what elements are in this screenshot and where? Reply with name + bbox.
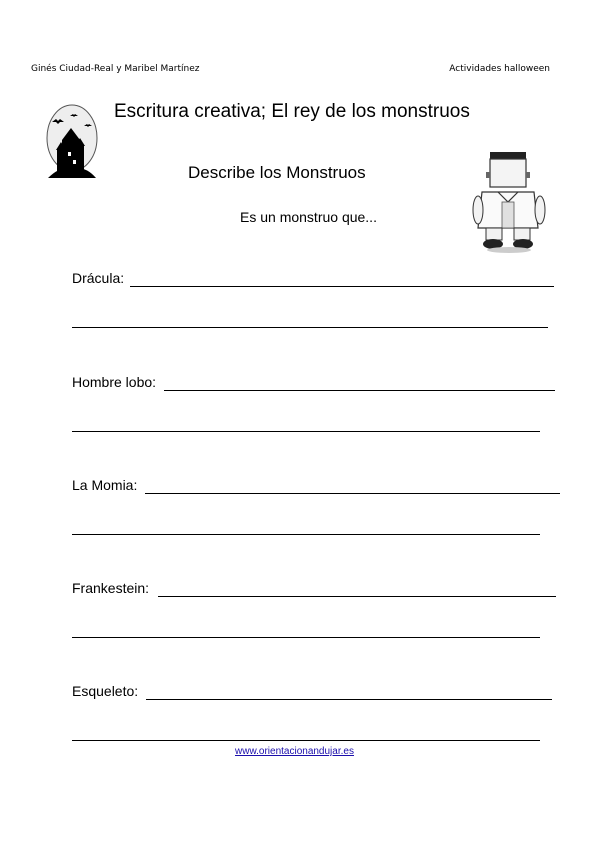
answer-line[interactable] <box>158 596 556 597</box>
footer-website-link[interactable]: www.orientacionandujar.es <box>235 746 354 757</box>
answer-line[interactable] <box>164 390 555 391</box>
entry-label-dracula: Drácula: <box>72 270 125 286</box>
page-title: Escritura creativa; El rey de los monstruos <box>114 101 470 122</box>
entry-label-esqueleto: Esqueleto: <box>72 683 139 699</box>
answer-line[interactable] <box>72 637 540 638</box>
entry-label-la-momia: La Momia: <box>72 477 138 493</box>
prompt-text: Es un monstruo que... <box>240 209 377 225</box>
answer-line[interactable] <box>146 699 552 700</box>
entry-label-hombre-lobo: Hombre lobo: <box>72 374 157 390</box>
answer-line[interactable] <box>130 286 554 287</box>
header-authors: Ginés Ciudad-Real y Maribel Martínez <box>31 64 200 74</box>
page-subtitle: Describe los Monstruos <box>188 163 366 182</box>
haunted-castle-icon <box>42 102 100 184</box>
entry-label-frankestein: Frankestein: <box>72 580 150 596</box>
answer-line[interactable] <box>72 534 540 535</box>
header-activity: Actividades halloween <box>449 64 550 74</box>
answer-line[interactable] <box>72 431 540 432</box>
answer-line[interactable] <box>72 740 540 741</box>
answer-line[interactable] <box>72 327 548 328</box>
answer-line[interactable] <box>145 493 560 494</box>
frankenstein-monster-icon <box>472 150 546 254</box>
